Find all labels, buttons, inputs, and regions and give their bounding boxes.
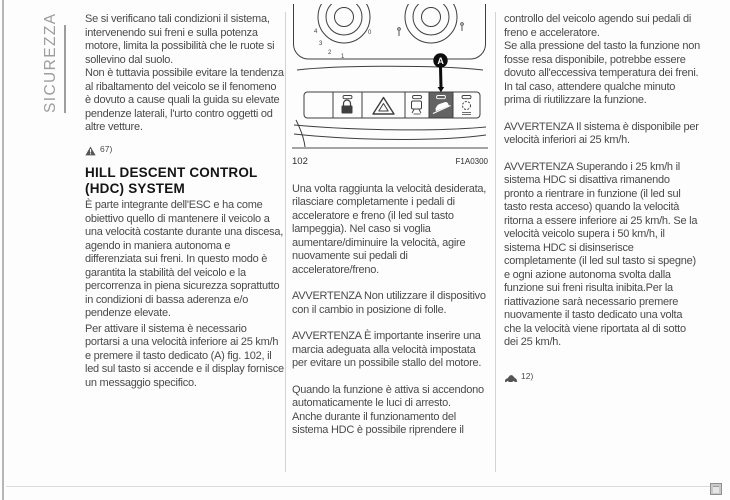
paragraph: AVVERTENZA Superando i 25 km/h il sistema HDC si disattiva rimanendo pronto a rientrare in funzione (il led sul tasto resta acceso) quando la velocità ritorna a essere inferiore ai 25 km/h. Se la velocità veicolo supera i 50 km/h, il sistema HDC si disinserisce completamente (il led sul tasto si spegne) e ogni azione autonoma svolta dalla funzione sui freni risulta inibita.Per la riattivazione sarà necessario premere nuovamente il tasto dedicato una volta che la velocità viene riportata al di sotto dei 25 km/h. [504,160,698,348]
paragraph: Se alla pressione del tasto la funzione non fosse resa disponibile, potrebbe essere dovuto all'eccessiva temperatura dei freni. In tal caso, attendere qualche minuto prima di riutilizzare la funzione. [504,40,700,106]
page-number-badge-inner [713,486,719,493]
section-heading: HILL DESCENT CONTROL (HDC) SYSTEM [85,165,258,196]
column-divider [285,12,286,472]
svg-text:2: 2 [328,50,332,56]
switch-strip [304,92,480,118]
svg-text:1: 1 [341,54,345,60]
paragraph: Una volta raggiunta la velocità desiderata, rilasciare completamente i pedali di acceleratore e freno (il led sul tasto lampeggia). Nel caso si voglia aumentare/diminuire la velocità, agire nuovamente sui pedali di acceleratore/freno. [292,182,487,276]
svg-text:4: 4 [314,29,318,35]
paragraph: Non è tuttavia possibile evitare la tendenza al ribaltamento del veicolo se il fenomeno è dovuto a cause quali la guida su elevate pendenze laterali, l'urto contro oggetti od altre vetture. [85,67,284,133]
paragraph: AVVERTENZA È importante inserire una marcia adeguata alla velocità impostata per evitare un possibile stallo del motore. [292,330,482,369]
column-2 [292,4,487,438]
section-tab-sicurezza: SICUREZZA [42,12,59,113]
air-distribution-knob [405,4,457,43]
note-reference-row [85,143,284,157]
knob-scale-numbers [314,29,372,60]
paragraph: AVVERTENZA Il sistema è disponibile per velocità inferiori ai 25 km/h. [504,120,699,146]
callout-a [433,53,447,92]
paragraph: AVVERTENZA Non utilizzare il dispositivo con il cambio in posizione di folle. [292,290,486,316]
svg-text:3: 3 [319,41,323,47]
paragraph: controllo del veicolo agendo sui pedali di freno e acceleratore. [504,13,692,39]
vehicle-warning-icon [504,374,517,383]
dashboard-contours [294,120,486,147]
note-number: 67) [100,143,113,154]
figure-code: F1A0300 [455,157,488,166]
left-edge-rule [2,0,4,500]
figure-number: 102 [292,156,308,167]
column-3 [504,13,702,383]
note-number: 12) [521,370,534,381]
figure-caption-row [292,155,488,169]
callout-a-label: A [437,55,444,66]
warning-triangle-icon [85,146,96,156]
paragraph: Quando la funzione è attiva si accendono automaticamente le luci di arresto. [292,383,484,409]
paragraph: Anche durante il funzionamento del sistema HDC è possibile riprendere il [292,410,464,436]
svg-text:0: 0 [368,30,372,36]
paragraph: Se si verificano tali condizioni il sistema, intervenendo sui freni e sulla potenza motore, limita la possibilità che le ruote si sollevino dal suolo. [85,13,275,66]
dashboard-illustration [292,4,488,150]
fan-speed-knob [318,4,370,43]
paragraph: È parte integrante dell'ESC e ha come obiettivo quello di mantenere il veicolo a una velocità costante durante una discesa, agendo in maniera autonoma e differenziata sui freni. In questo modo è garantita la stabilità del veicolo e la percorrenza in piena sicurezza soprattutto in condizioni di bassa aderenza e/o pendenze elevate. [85,199,284,319]
column-1 [85,13,284,390]
column-divider [495,12,496,472]
figure-102 [292,4,488,169]
footer-rule [6,486,722,487]
section-tab-rule [64,25,66,113]
page-number-badge [710,483,722,495]
note-reference-row [504,370,702,384]
paragraph: Per attivare il sistema è necessario portarsi a una velocità inferiore ai 25 km/h e premere il tasto dedicato (A) fig. 102, il led sul tasto si accende e il display fornisce un messaggio specifico. [85,322,284,389]
